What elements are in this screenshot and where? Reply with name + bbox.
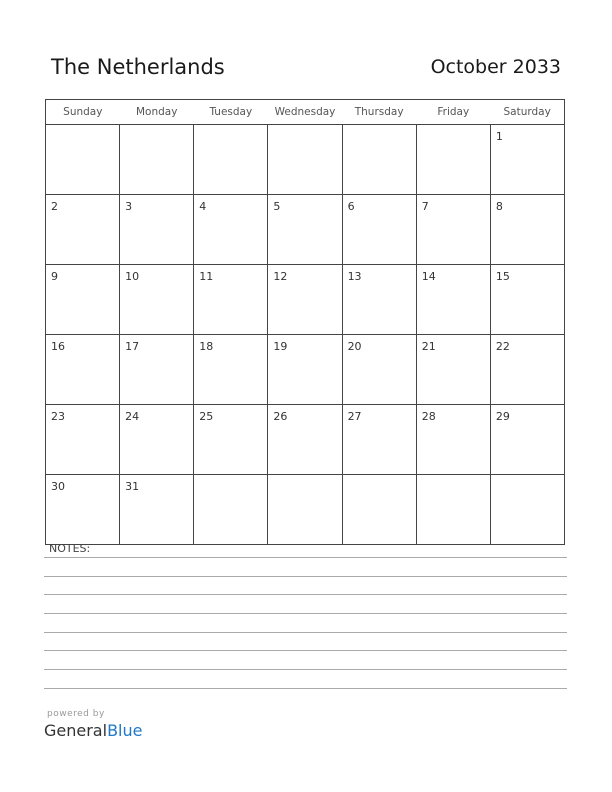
day-cell: 11 [194, 265, 268, 335]
day-cell: 8 [490, 195, 564, 265]
day-cell: 15 [490, 265, 564, 335]
day-cell [416, 125, 490, 195]
day-cell: 21 [416, 335, 490, 405]
country-title: The Netherlands [51, 55, 225, 79]
day-cell [268, 475, 342, 545]
day-cell: 14 [416, 265, 490, 335]
week-row [46, 335, 565, 405]
notes-label: NOTES: [49, 542, 91, 555]
week-row [46, 195, 565, 265]
notes-line [44, 632, 567, 633]
day-cell: 9 [46, 265, 120, 335]
day-cell: 7 [416, 195, 490, 265]
day-cell [120, 125, 194, 195]
day-cell: 12 [268, 265, 342, 335]
day-cell: 19 [268, 335, 342, 405]
day-cell: 10 [120, 265, 194, 335]
powered-by-text: powered by [47, 709, 105, 719]
day-cell: 26 [268, 405, 342, 475]
day-cell: 23 [46, 405, 120, 475]
brand-general: General [44, 721, 108, 740]
month-year-title: October 2033 [430, 56, 561, 78]
notes-line [44, 594, 567, 595]
day-cell: 22 [490, 335, 564, 405]
day-cell: 17 [120, 335, 194, 405]
day-cell [194, 475, 268, 545]
day-cell [46, 125, 120, 195]
day-cell [342, 475, 416, 545]
day-cell: 31 [120, 475, 194, 545]
week-row [46, 405, 565, 475]
weekday-header: Tuesday [194, 100, 268, 125]
weekday-header: Friday [416, 100, 490, 125]
week-row [46, 125, 565, 195]
weekday-header: Wednesday [268, 100, 342, 125]
calendar-grid [45, 99, 565, 545]
day-cell: 25 [194, 405, 268, 475]
day-cell: 24 [120, 405, 194, 475]
day-cell: 30 [46, 475, 120, 545]
day-cell [416, 475, 490, 545]
brand-blue: Blue [107, 721, 143, 740]
weekday-header: Saturday [490, 100, 564, 125]
day-cell: 16 [46, 335, 120, 405]
day-cell: 13 [342, 265, 416, 335]
notes-line [44, 576, 567, 577]
weekday-header: Thursday [342, 100, 416, 125]
week-row [46, 265, 565, 335]
day-cell: 4 [194, 195, 268, 265]
day-cell: 6 [342, 195, 416, 265]
day-cell [268, 125, 342, 195]
weekday-header: Monday [120, 100, 194, 125]
brand-logo[interactable] [44, 721, 142, 740]
day-cell: 28 [416, 405, 490, 475]
day-cell: 29 [490, 405, 564, 475]
day-cell [490, 475, 564, 545]
notes-line [44, 669, 567, 670]
notes-line [44, 613, 567, 614]
day-cell: 5 [268, 195, 342, 265]
notes-line [44, 688, 567, 689]
day-cell [194, 125, 268, 195]
weekday-header: Sunday [46, 100, 120, 125]
day-cell: 2 [46, 195, 120, 265]
day-cell: 3 [120, 195, 194, 265]
day-cell: 20 [342, 335, 416, 405]
day-cell: 1 [490, 125, 564, 195]
day-cell [342, 125, 416, 195]
notes-line [44, 557, 567, 558]
notes-line [44, 650, 567, 651]
week-row [46, 475, 565, 545]
day-cell: 27 [342, 405, 416, 475]
day-cell: 18 [194, 335, 268, 405]
weekday-header-row [46, 100, 565, 125]
